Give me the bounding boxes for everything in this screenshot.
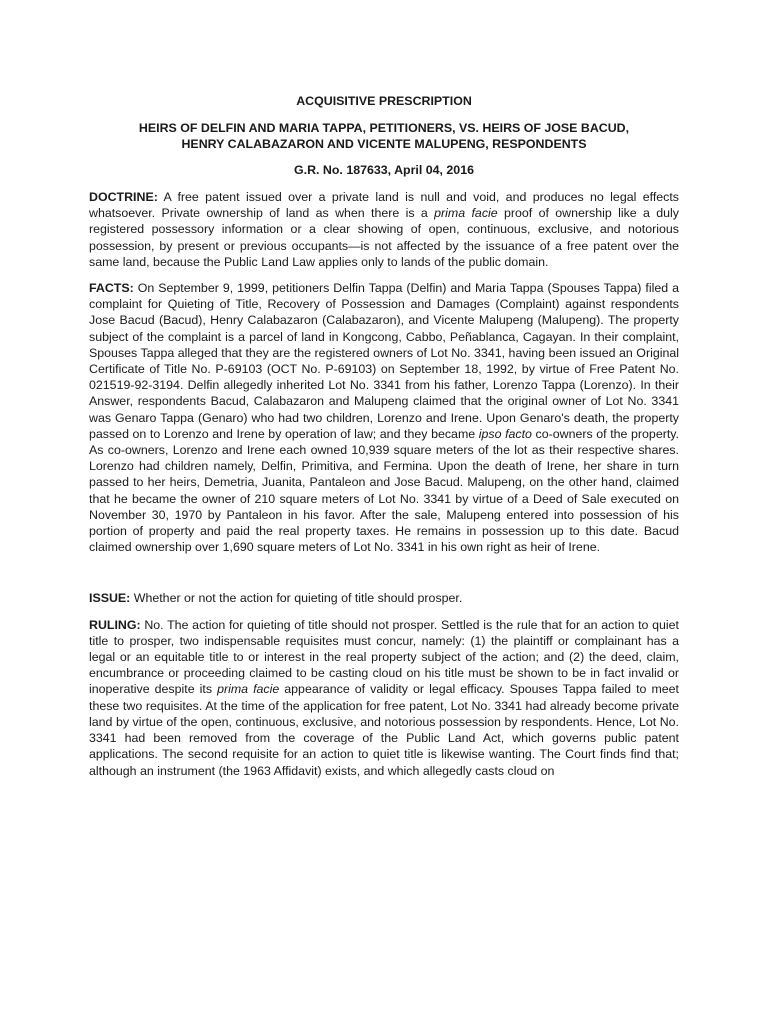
doctrine-text-1: A free patent issued over a private land is null and void, and produces no legal effects whatsoever. Private ownership of land as when there is a [89, 190, 679, 221]
doctrine-text-2: proof of ownership like a duly registered possessory information or a clear showing of open, continuous, exclusive, and notorious possession, by present or previous occupants—is not affected by the issuance of a free patent over the same land, because the Public Land Law applies only to lands of the public domain. [89, 206, 679, 269]
case-number: G.R. No. 187633, April 04, 2016 [294, 163, 474, 177]
issue-text: Whether or not the action for quieting of title should prosper. [130, 591, 463, 606]
ruling-paragraph [89, 617, 679, 779]
ruling-text-1: No. The action for quieting of title should not prosper. Settled is the rule that for an action to quiet title to prosper, two indispensable requisites must concur, namely: (1) the plaintiff or complainant has a legal or an equitable title to or interest in the real property subject of the action; and (2) the deed, claim, encumbrance or proceeding claimed to be casting cloud on his title must be shown to be in fact invalid or inoperative despite its [89, 617, 679, 697]
document-title: ACQUISITIVE PRESCRIPTION [296, 94, 472, 108]
issue-paragraph [89, 590, 679, 606]
issue-label: ISSUE: [89, 591, 131, 606]
facts-text-1: On September 9, 1999, petitioners Delfin Tappa (Delfin) and Maria Tappa (Spouses Tappa) filed a complaint for Quieting of Title, Recovery of Possession and Damages (Complaint) against respondents Jose Bacud (Bacud), Henry Calabazaron (Calabazaron), and Vicente Malupeng (Malupeng). The property subject of the complaint is a parcel of land in Kongcong, Cabbo, Peñablanca, Cagayan. In their complaint, Spouses Tappa alleged that they are the registered owners of Lot No. 3341, having been issued an Original Certificate of Title No. P-69103 (OCT No. P-69103) on September 18, 1992, by virtue of Free Patent No. 021519-92-3194. Delfin allegedly inherited Lot No. 3341 from his father, Lorenzo Tappa (Lorenzo). In their Answer, respondents Bacud, Calabazaron and Malupeng claimed that the original owner of Lot No. 3341 was Genaro Tappa (Genaro) who had two children, Lorenzo and Irene. Upon Genaro's death, the property passed on to Lorenzo and Irene by operation of law; and they became [89, 281, 679, 441]
facts-paragraph [89, 280, 679, 555]
doctrine-italic-1: prima facie [434, 206, 498, 221]
facts-label: FACTS: [89, 281, 134, 296]
paragraph-spacer [89, 565, 679, 590]
case-parties [89, 120, 679, 152]
case-parties-line-1: HEIRS OF DELFIN AND MARIA TAPPA, PETITIONERS, VS. HEIRS OF JOSE BACUD, [138, 121, 630, 135]
case-parties-line-2: HENRY CALABAZARON AND VICENTE MALUPENG, RESPONDENTS [181, 137, 587, 151]
facts-italic-1: ipso facto [478, 426, 532, 441]
doctrine-paragraph [89, 189, 679, 270]
doctrine-label: DOCTRINE: [89, 190, 158, 204]
ruling-italic-1: prima facie [217, 682, 280, 697]
facts-text-2: co-owners of the property. As co-owners, Lorenzo and Irene each owned 10,939 square meters of the lot as their respective shares. Lorenzo had children namely, Delfin, Primitiva, and Fermina. Upon the death of Irene, her share in turn passed to her heirs, Demetria, Juanita, Pantaleon and Jose Bacud. Malupeng, on the other hand, claimed that he became the owner of 210 square meters of Lot No. 3341 by virtue of a Deed of Sale executed on November 30, 1970 by Pantaleon in his favor. After the sale, Malupeng entered into possession of his portion of property and paid the real property taxes. He remains in possession up to this date. Bacud claimed ownership over 1,690 square meters of Lot No. 3341 in his own right as heir of Irene. [89, 426, 679, 555]
ruling-text-2: appearance of validity or legal efficacy. Spouses Tappa failed to meet these two requisites. At the time of the application for free patent, Lot No. 3341 had already become private land by virtue of the open, continuous, exclusive, and notorious possession by respondents. Hence, Lot No. 3341 had been removed from the coverage of the Public Land Act, which governs public patent applications. The second requisite for an action to quiet title is likewise wanting. The Court finds find that; although an instrument (the 1963 Affidavit) exists, and which allegedly casts cloud on [89, 682, 679, 778]
ruling-label: RULING: [89, 617, 141, 632]
